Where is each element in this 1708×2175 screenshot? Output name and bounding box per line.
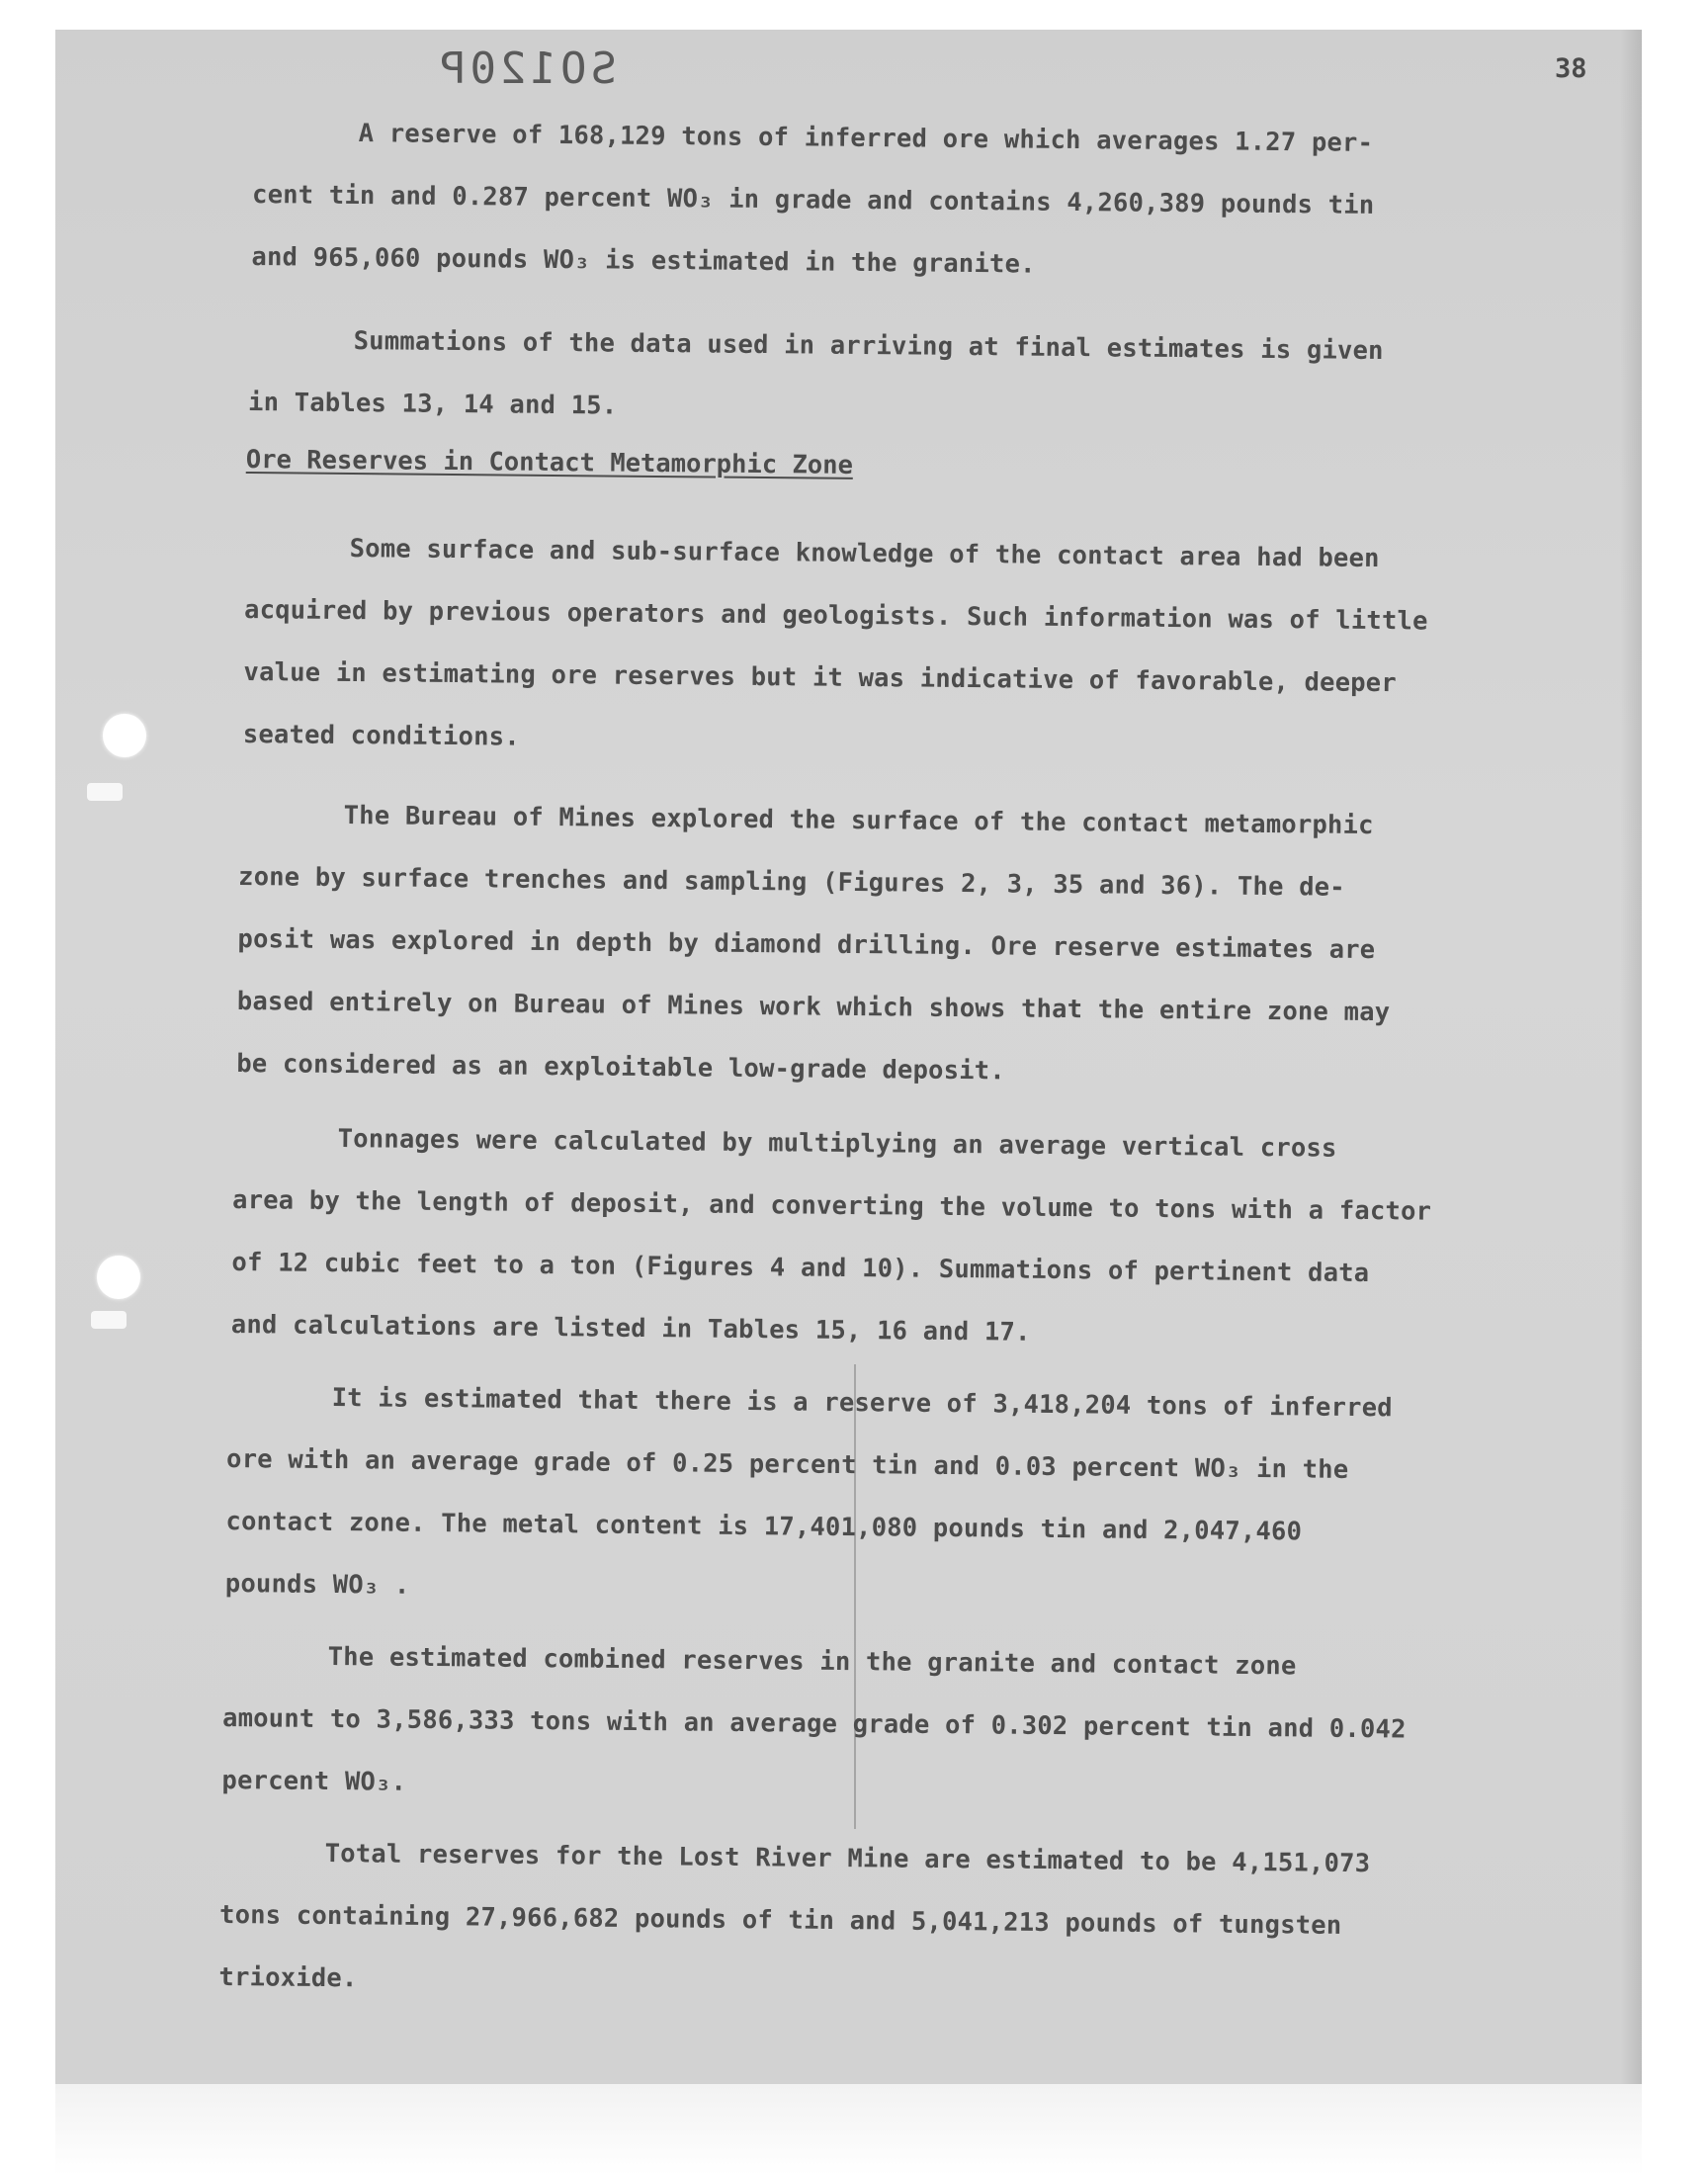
paragraph-tonnage-calculation	[231, 1107, 1528, 1369]
text-line: seated conditions.	[242, 719, 520, 752]
text-line: value in estimating ore reserves but it was indicative of favorable, deeper	[243, 656, 1398, 699]
text-line: zone by surface trenches and sampling (Figures 2, 3, 35 and 36). The de-	[237, 861, 1345, 903]
page-number: 38	[1555, 53, 1587, 84]
text-line: based entirely on Bureau of Mines work which shows that the entire zone may	[236, 986, 1391, 1028]
text-line: and 965,060 pounds WO₃ is estimated in the granite.	[251, 241, 1036, 280]
text-line: and calculations are listed in Tables 15, 16 and 17.	[230, 1309, 1031, 1348]
text-line: A reserve of 168,129 tons of inferred ore which averages 1.27 per-	[358, 119, 1374, 158]
scan-bottom-margin	[55, 2084, 1642, 2175]
punch-hole-mark-top	[87, 783, 123, 801]
text-line: in Tables 13, 14 and 15.	[247, 387, 618, 421]
punch-hole-top	[103, 714, 146, 757]
text-line: ore with an average grade of 0.25 percent tin and 0.03 percent WO₃ in the	[225, 1443, 1349, 1485]
paragraph-combined-reserve	[221, 1625, 1518, 1825]
paragraph-summations	[248, 309, 1544, 447]
text-line: amount to 3,586,333 tons with an average grade of 0.302 percent tin and 0.042	[221, 1702, 1407, 1745]
paragraph-granite-reserve	[251, 102, 1548, 302]
section-heading: Ore Reserves in Contact Metamorphic Zone	[245, 445, 854, 480]
text-line: trioxide.	[218, 1961, 358, 1994]
text-line: acquired by previous operators and geologists. Such information was of little	[243, 594, 1428, 637]
text-line: be considered as an exploitable low-grade deposit.	[236, 1048, 1006, 1087]
paragraph-contact-reserve	[225, 1366, 1522, 1628]
punch-hole-bottom	[97, 1256, 140, 1299]
text-line: Total reserves for the Lost River Mine are estimated to be 4,151,073	[324, 1839, 1371, 1879]
text-line: Some surface and sub-surface knowledge of the contact area had been	[349, 534, 1380, 574]
punch-hole-mark-bottom	[91, 1311, 127, 1329]
text-line: tons containing 27,966,682 pounds of tin and 5,041,213 pounds of tungsten	[218, 1899, 1342, 1941]
text-line: The estimated combined reserves in the granite and contact zone	[327, 1642, 1297, 1682]
text-line: posit was explored in depth by diamond drilling. Ore reserve estimates are	[237, 923, 1376, 966]
scanned-page	[55, 30, 1642, 2084]
text-line: The Bureau of Mines explored the surface of the contact metamorphic	[343, 801, 1374, 841]
text-line: pounds WO₃ .	[224, 1568, 410, 1601]
text-line: of 12 cubic feet to a ton (Figures 4 and 10). Summations of pertinent data	[231, 1247, 1370, 1289]
document-stamp: SO120P	[436, 44, 617, 94]
page-edge-shadow	[1620, 30, 1642, 2084]
text-line: area by the length of deposit, and converting the volume to tons with a factor	[231, 1184, 1432, 1227]
text-line: cent tin and 0.287 percent WO₃ in grade and contains 4,260,389 pounds tin	[251, 179, 1375, 220]
paragraph-total-reserve	[218, 1822, 1515, 2022]
text-line: percent WO₃.	[221, 1765, 407, 1797]
text-line: It is estimated that there is a reserve of 3,418,204 tons of inferred	[331, 1383, 1393, 1424]
text-line: contact zone. The metal content is 17,401,080 pounds tin and 2,047,460	[225, 1506, 1303, 1547]
text-line: Summations of the data used in arriving at final estimates is given	[353, 326, 1384, 367]
paragraph-bureau-exploration	[236, 784, 1534, 1108]
text-line: Tonnages were calculated by multiplying an average vertical cross	[337, 1124, 1337, 1164]
paragraph-prior-knowledge	[243, 517, 1540, 779]
